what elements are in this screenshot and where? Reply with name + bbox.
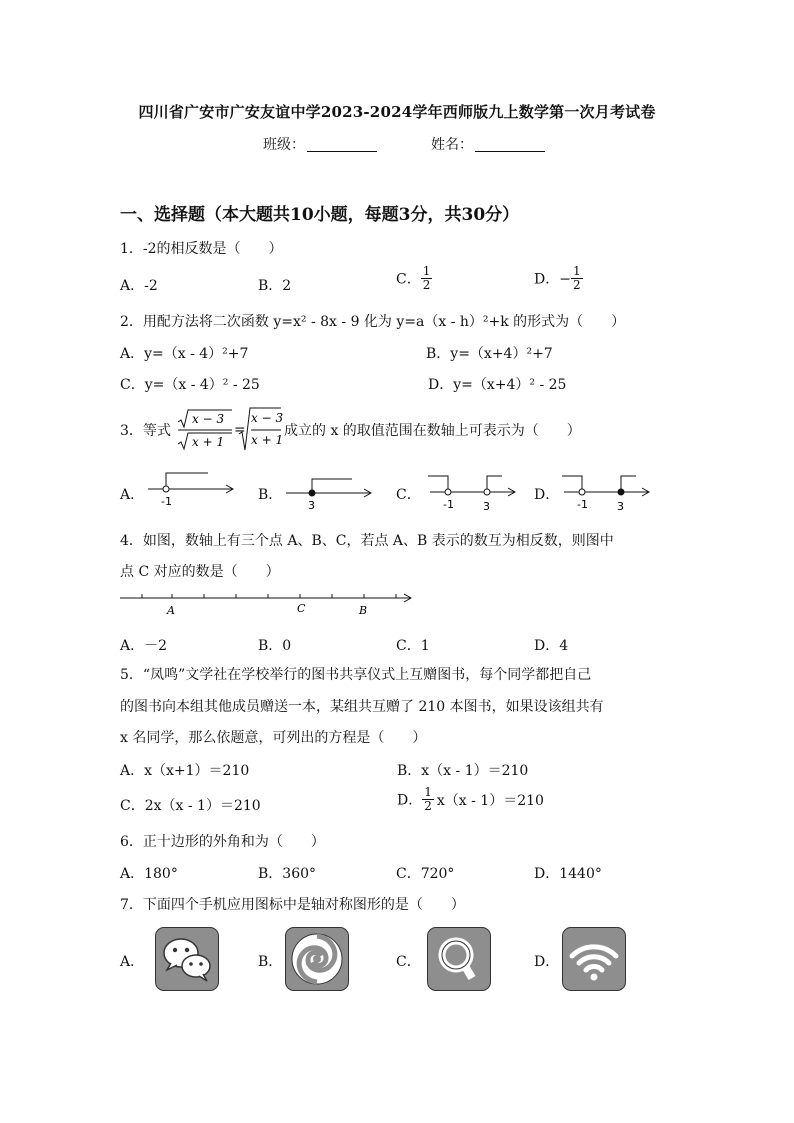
fraction-denominator: 2 xyxy=(424,799,432,813)
q3-numberline-b[interactable] xyxy=(284,468,376,512)
q3-prefix: 3．等式 xyxy=(120,423,171,439)
q2-option-c[interactable]: C．y=（x - 4）² - 25 xyxy=(120,377,260,393)
q3-option-a[interactable]: A． xyxy=(120,487,145,503)
q7-stem: 7．下面四个手机应用图标中是轴对称图形的是（ ） xyxy=(120,897,465,913)
name-blank[interactable] xyxy=(475,137,545,152)
fraction-denominator: 2 xyxy=(572,278,581,292)
tick-label: 3 xyxy=(617,500,624,513)
q4-stem-line2: 点 C 对应的数是（ ） xyxy=(120,564,280,580)
q3-numberline-d[interactable] xyxy=(562,468,654,512)
chat-bubbles-icon[interactable] xyxy=(155,927,219,991)
q4-option-b[interactable]: B．0 xyxy=(258,638,292,654)
q4-number-line xyxy=(120,590,416,620)
q1-d-fraction xyxy=(571,265,583,292)
q3-rhs-denominator: x + 1 xyxy=(251,433,284,447)
q6-option-c[interactable]: C．720° xyxy=(396,866,455,882)
tick-label: 3 xyxy=(483,500,490,513)
name-field xyxy=(431,134,545,154)
fraction-numerator: 1 xyxy=(572,264,581,278)
q5-option-a[interactable]: A．x（x+1）＝210 xyxy=(120,763,250,779)
q3-numberline-a[interactable] xyxy=(146,468,238,508)
q1-option-a[interactable]: A．-2 xyxy=(120,278,158,294)
fraction-denominator: 2 xyxy=(422,278,431,292)
q3-lhs-numerator: x − 3 xyxy=(192,412,225,426)
q2-option-d[interactable]: D．y=（x+4）² - 25 xyxy=(428,377,567,393)
q3-equals: = xyxy=(234,422,246,438)
q1-c-fraction xyxy=(421,265,433,292)
q1-d-label: D．− xyxy=(534,271,571,288)
point-b-label: B xyxy=(359,604,368,617)
q5-stem-line3: x 名同学，那么依题意，可列出的方程是（ ） xyxy=(120,730,427,746)
q6-stem: 6．正十边形的外角和为（ ） xyxy=(120,834,325,850)
q3-suffix: 成立的 x 的取值范围在数轴上可表示为（ ） xyxy=(284,423,581,439)
tick-label: 3 xyxy=(308,499,315,512)
q3-fraction-of-roots xyxy=(176,406,236,454)
tick-label: -1 xyxy=(161,495,172,508)
q3-root-of-fraction xyxy=(237,406,285,454)
magnifier-icon[interactable] xyxy=(427,927,491,991)
wifi-icon[interactable] xyxy=(562,927,626,991)
q7-option-a[interactable]: A． xyxy=(120,954,145,970)
exam-title: 四川省广安市广安友谊中学2023-2024学年西师版九上数学第一次月考试卷 xyxy=(138,103,656,121)
fraction-numerator: 1 xyxy=(422,264,431,278)
q5-option-b[interactable]: B．x（x - 1）＝210 xyxy=(397,763,529,779)
q7-option-d[interactable]: D． xyxy=(534,954,560,970)
q5-stem-line1: 5．“凤鸣”文学社在学校举行的图书共享仪式上互赠图书，每个同学都把自己 xyxy=(120,667,592,683)
q2-option-b[interactable]: B．y=（x+4）²+7 xyxy=(426,346,553,362)
q3-rhs-numerator: x − 3 xyxy=(251,411,284,425)
tick-label: -1 xyxy=(577,498,588,511)
q3-lhs-denominator: x + 1 xyxy=(192,435,225,449)
q6-option-b[interactable]: B．360° xyxy=(258,866,317,882)
q4-option-d[interactable]: D．4 xyxy=(534,638,569,654)
q6-option-d[interactable]: D．1440° xyxy=(534,866,602,882)
q4-stem-line1: 4．如图，数轴上有三个点 A、B、C，若点 A、B 表示的数互为相反数，则图中 xyxy=(120,533,614,549)
q2-stem: 2．用配方法将二次函数 y=x² - 8x - 9 化为 y=a（x - h）²+k 的形式为（ ） xyxy=(120,314,626,330)
class-label: 班级： xyxy=(263,137,305,153)
q1-option-b[interactable]: B．2 xyxy=(258,278,292,294)
point-c-label: C xyxy=(297,602,306,615)
name-label: 姓名： xyxy=(431,137,473,153)
q1-option-d[interactable] xyxy=(534,265,583,292)
q5-option-c[interactable]: C．2x（x - 1）＝210 xyxy=(120,798,261,814)
class-field xyxy=(263,134,377,154)
q3-numberline-c[interactable] xyxy=(428,468,520,512)
q5-stem-line2: 的图书向本组其他成员赠送一本，某组共互赠了 210 本图书，如果设该组共有 xyxy=(120,699,604,715)
q5-d-rest: x（x - 1）＝210 xyxy=(436,792,544,809)
swirl-icon[interactable] xyxy=(285,927,349,991)
point-a-label: A xyxy=(167,604,175,617)
q3-option-c[interactable]: C． xyxy=(396,487,421,503)
q4-option-c[interactable]: C．1 xyxy=(396,638,430,654)
fraction-numerator: 1 xyxy=(424,785,432,799)
q5-d-fraction xyxy=(422,786,434,813)
q3-option-d[interactable]: D． xyxy=(534,487,560,503)
q7-option-c[interactable]: C． xyxy=(396,954,421,970)
q4-option-a[interactable]: A．－2 xyxy=(120,638,168,654)
q5-option-d[interactable] xyxy=(397,786,544,813)
section-heading: 一、选择题（本大题共10小题，每题3分，共30分） xyxy=(120,205,520,225)
q7-option-b[interactable]: B． xyxy=(258,954,283,970)
q1-stem: 1．-2的相反数是（ ） xyxy=(120,241,283,257)
q1-c-label: C． xyxy=(396,271,421,288)
q1-option-c[interactable] xyxy=(396,265,432,292)
q6-option-a[interactable]: A．180° xyxy=(120,866,178,882)
tick-label: -1 xyxy=(443,498,454,511)
class-blank[interactable] xyxy=(307,137,377,152)
q3-option-b[interactable]: B． xyxy=(258,487,283,503)
q5-d-label: D． xyxy=(397,792,423,809)
q2-option-a[interactable]: A．y=（x - 4）²+7 xyxy=(120,346,249,362)
